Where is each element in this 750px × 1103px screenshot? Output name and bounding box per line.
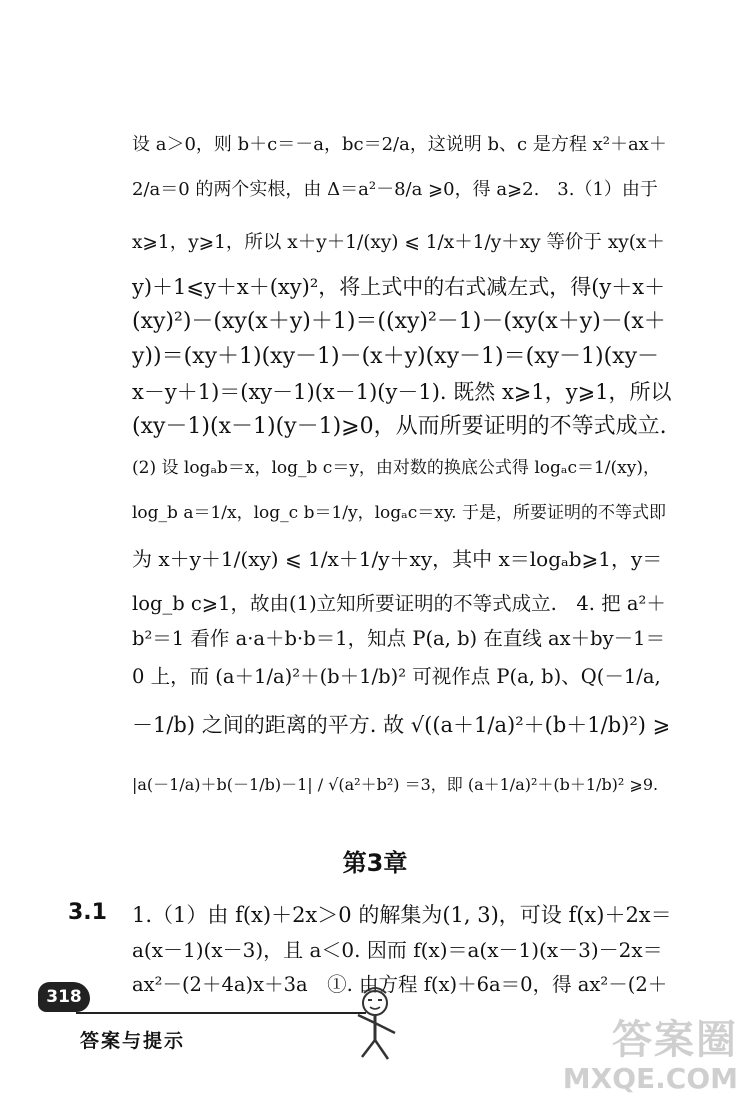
- text-line: (xy)²)－(xy(x＋y)＋1)＝((xy)²－1)－(xy(x＋y)－(x＋: [132, 309, 666, 334]
- text-line: b²＝1 看作 a·a＋b·b＝1，知点 P(a, b) 在直线 ax＋by－1＝: [132, 627, 666, 650]
- text-line: 为 x＋y＋1/(xy) ⩽ 1/x＋1/y＋xy，其中 x＝logₐb⩾1，y＝: [132, 547, 663, 571]
- text-line: 设 a＞0，则 b＋c＝－a，bc＝2/a，这说明 b、c 是方程 x²＋ax＋: [132, 134, 667, 155]
- text-line: |a(－1/a)＋b(－1/b)－1| / √(a²＋b²) ＝3，即 (a＋1/a)²＋(b＋1/b)² ⩾9.: [132, 775, 659, 794]
- footer-divider: [76, 1012, 366, 1014]
- text-line: －1/b) 之间的距离的平方. 故 √((a＋1/a)²＋(b＋1/b)²) ⩾: [132, 713, 671, 737]
- section-number: 3.1: [68, 900, 107, 925]
- text-line: (xy－1)(x－1)(y－1)⩾0，从而所要证明的不等式成立.: [132, 414, 667, 439]
- text-line: 2/a＝0 的两个实根，由 Δ＝a²－8/a ⩾0，得 a⩾2. 3.（1）由于: [132, 179, 658, 200]
- text-line: (2) 设 logₐb＝x，log_b c＝y，由对数的换底公式得 logₐc＝1/(xy)，: [132, 458, 660, 478]
- watermark-logo-text: 答案圈: [612, 1017, 738, 1063]
- text-line: log_b a＝1/x，log_c b＝1/y，logₐc＝xy. 于是，所要证明的不等式即: [132, 503, 666, 523]
- text-line: a(x－1)(x－3)，且 a＜0. 因而 f(x)＝a(x－1)(x－3)－2x＝: [132, 938, 663, 962]
- text-line: 0 上，而 (a＋1/a)²＋(b＋1/b)² 可视作点 P(a, b)、Q(－1/a,: [132, 665, 661, 688]
- watermark: [563, 1017, 738, 1095]
- text-line: y)＋1⩽y＋x＋(xy)²，将上式中的右式减左式，得(y＋x＋: [132, 275, 666, 299]
- text-line: y))＝(xy＋1)(xy－1)－(x＋y)(xy－1)＝(xy－1)(xy－: [132, 344, 660, 369]
- text-line: x⩾1，y⩾1，所以 x＋y＋1/(xy) ⩽ 1/x＋1/y＋xy 等价于 xy(x＋: [132, 232, 665, 253]
- footer-label: 答案与提示: [80, 1030, 186, 1052]
- page-number: 318: [38, 982, 90, 1012]
- text-line: 1.（1）由 f(x)＋2x＞0 的解集为(1, 3)，可设 f(x)＋2x＝: [132, 903, 672, 927]
- mascot-illustration: [340, 985, 410, 1065]
- text-line: log_b c⩾1，故由(1)立知所要证明的不等式成立. 4. 把 a²＋: [132, 592, 666, 615]
- text-line: ax²－(2＋4a)x＋3a ①. 由方程 f(x)＋6a＝0，得 ax²－(2＋: [132, 973, 668, 996]
- chapter-title: 第3章: [342, 849, 408, 877]
- watermark-url: MXQE.COM: [562, 1062, 738, 1095]
- text-line: x－y＋1)＝(xy－1)(x－1)(y－1). 既然 x⩾1，y⩾1，所以: [132, 380, 672, 404]
